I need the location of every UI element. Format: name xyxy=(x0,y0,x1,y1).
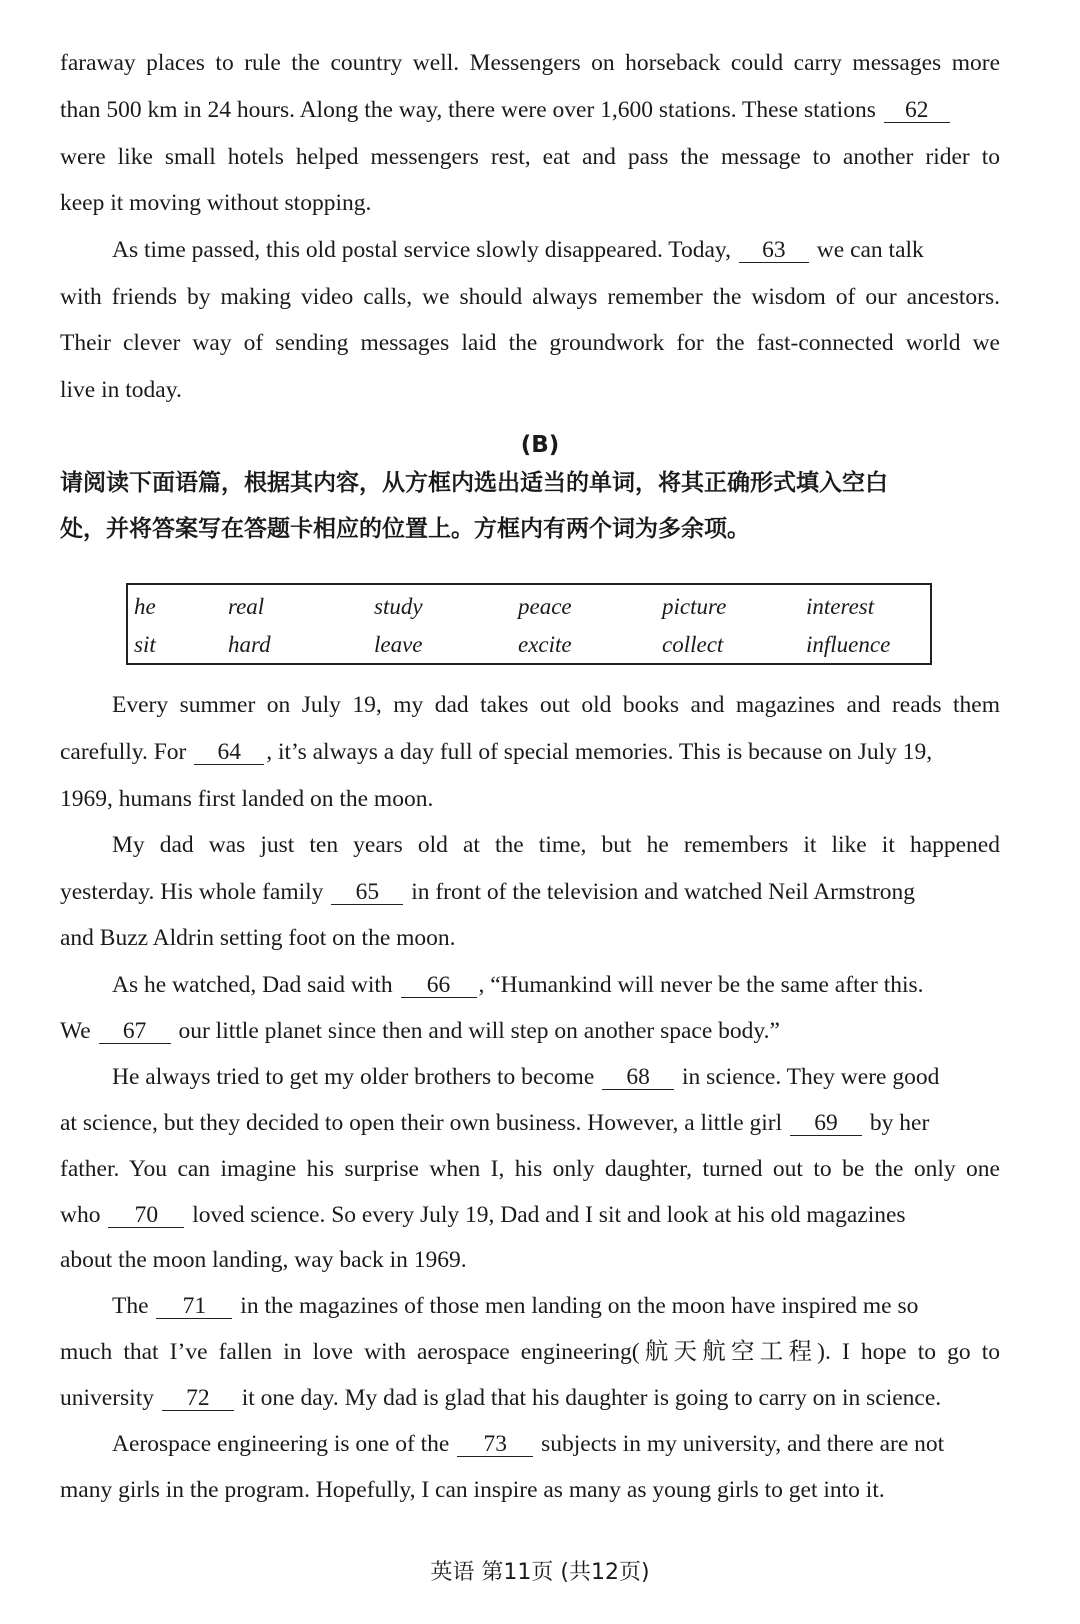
page-footer: 英语 第11页 (共12页) xyxy=(430,1560,650,1585)
text-line: keep it moving without stopping. xyxy=(60,190,372,216)
text-line: As time passed, this old postal service slowly disappeared. Today, 63 we can talk xyxy=(112,237,924,263)
text-line: As he watched, Dad said with 66 , “Humankind will never be the same after this. xyxy=(112,972,924,998)
text-line: live in today. xyxy=(60,377,182,403)
text-line: My dad was just ten years old at the time, but he remembers it like it happened xyxy=(112,832,1000,858)
text-line: and Buzz Aldrin setting foot on the moon. xyxy=(60,925,456,951)
blank-67: 67 xyxy=(99,1019,171,1044)
text-line: The 71 in the magazines of those men landing on the moon have inspired me so xyxy=(112,1293,919,1319)
word-bank-item: leave xyxy=(374,632,423,657)
blank-62: 62 xyxy=(884,98,950,123)
text-line: many girls in the program. Hopefully, I can inspire as many as young girls to get into it. xyxy=(60,1477,885,1503)
text-line: with friends by making video calls, we should always remember the wisdom of our ancestors. xyxy=(60,284,1000,310)
text-line: carefully. For 64 , it’s always a day full of special memories. This is because on July 19, xyxy=(60,739,933,765)
blank-64: 64 xyxy=(194,740,264,765)
blank-65: 65 xyxy=(331,880,403,905)
instruction-line: 请阅读下面语篇，根据其内容，从方框内选出适当的单词，将其正确形式填入空白 xyxy=(60,470,888,496)
text-line: 1969, humans first landed on the moon. xyxy=(60,786,434,812)
text-line: than 500 km in 24 hours. Along the way, there were over 1,600 stations. These stations 62 xyxy=(60,95,952,125)
text-line: at science, but they decided to open their own business. However, a little girl 69 by her xyxy=(60,1110,930,1136)
word-bank-item: influence xyxy=(806,632,891,657)
word-bank-item: excite xyxy=(518,632,572,657)
text-line: faraway places to rule the country well. Messengers on horseback could carry messages more xyxy=(60,50,1000,76)
blank-71: 71 xyxy=(156,1294,232,1319)
blank-70: 70 xyxy=(108,1203,184,1228)
text-line: much that I’ve fallen in love with aerospace engineering(航天航空工程). I hope to go to xyxy=(60,1339,1000,1365)
text-line: who 70 loved science. So every July 19, Dad and I sit and look at his old magazines xyxy=(60,1202,906,1228)
section-b-title: (B) xyxy=(520,432,560,458)
word-bank-item: picture xyxy=(662,594,727,619)
word-bank-item: study xyxy=(374,594,423,619)
word-bank-item: hard xyxy=(228,632,271,657)
text-line: were like small hotels helped messengers rest, eat and pass the message to another rider to xyxy=(60,144,1000,170)
text-line: about the moon landing, way back in 1969. xyxy=(60,1247,467,1273)
text-line: yesterday. His whole family 65 in front of the television and watched Neil Armstrong xyxy=(60,879,916,905)
word-bank-item: collect xyxy=(662,632,724,657)
text-line: Aerospace engineering is one of the 73 subjects in my university, and there are not xyxy=(112,1431,945,1457)
text-line: We 67 our little planet since then and will step on another space body.” xyxy=(60,1018,780,1044)
text-line: He always tried to get my older brothers to become 68 in science. They were good xyxy=(112,1064,940,1090)
text-line: university 72 it one day. My dad is glad that his daughter is going to carry on in science. xyxy=(60,1385,942,1411)
word-bank-item: real xyxy=(228,594,265,619)
word-bank-item: interest xyxy=(806,594,875,619)
word-bank-item: peace xyxy=(518,594,572,619)
text-line: father. You can imagine his surprise when I, his only daughter, turned out to be the only one xyxy=(60,1156,1000,1182)
blank-72: 72 xyxy=(162,1386,234,1411)
blank-73: 73 xyxy=(457,1432,533,1457)
text-line: Every summer on July 19, my dad takes out old books and magazines and reads them xyxy=(112,692,1000,718)
blank-63: 63 xyxy=(739,238,809,263)
text-line: Their clever way of sending messages laid the groundwork for the fast-connected world we xyxy=(60,330,1000,356)
word-bank-item: sit xyxy=(134,632,156,657)
word-bank-item: he xyxy=(134,594,156,619)
blank-69: 69 xyxy=(790,1111,862,1136)
word-bank-box xyxy=(126,583,932,665)
blank-68: 68 xyxy=(602,1065,674,1090)
blank-66: 66 xyxy=(401,973,477,998)
instruction-line: 处，并将答案写在答题卡相应的位置上。方框内有两个词为多余项。 xyxy=(60,516,750,542)
